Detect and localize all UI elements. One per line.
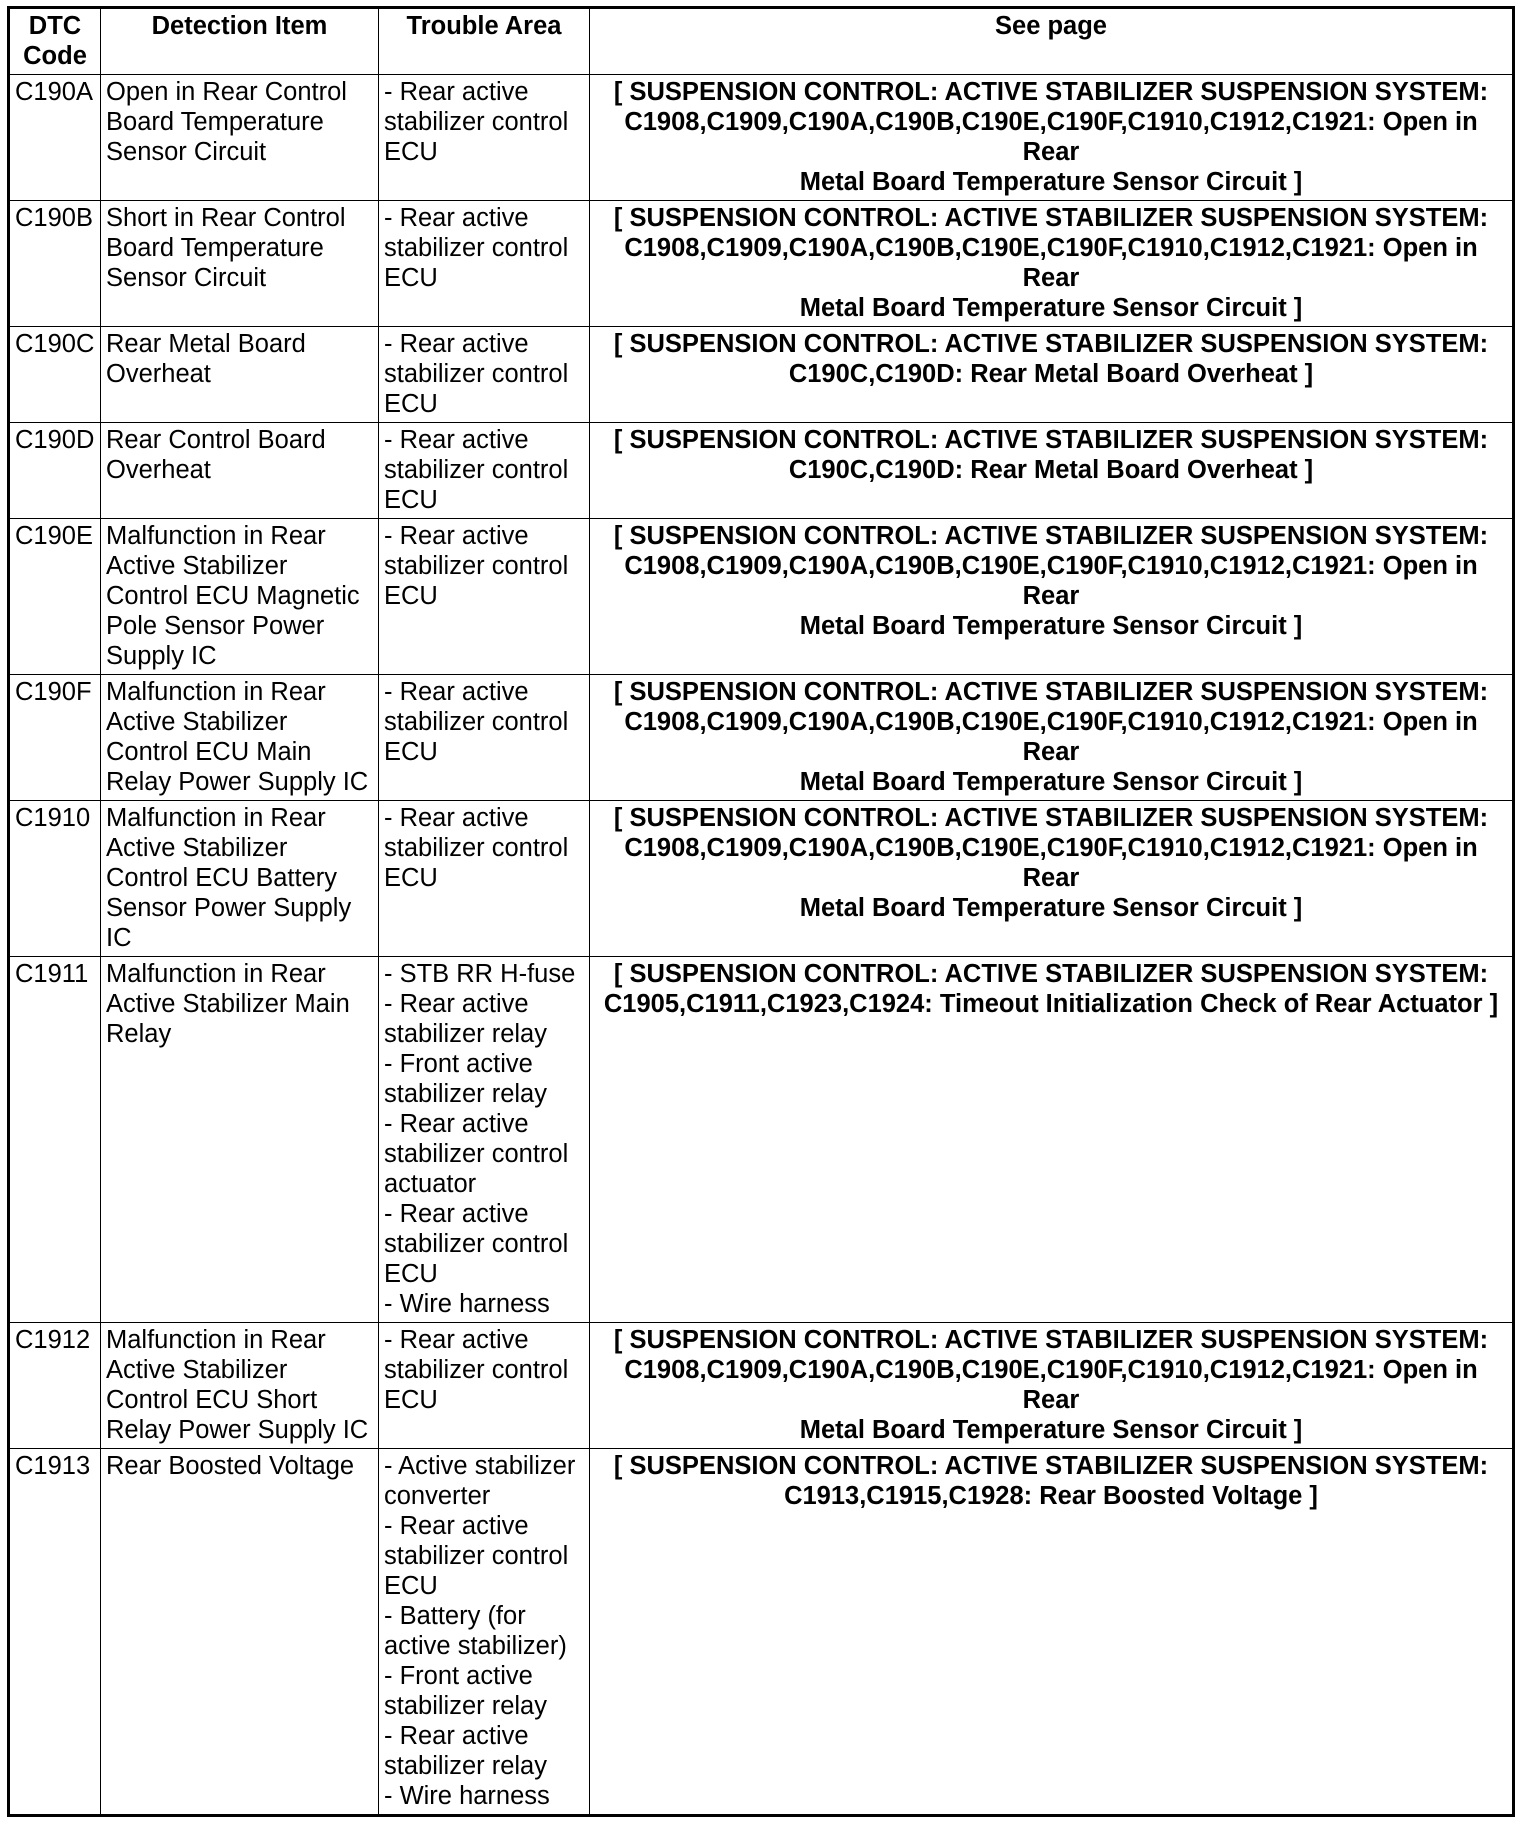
detection-item-line: Supply IC bbox=[106, 642, 217, 670]
dtc-code-cell: C1912 bbox=[9, 1323, 101, 1449]
trouble-area-line: - Battery (for bbox=[384, 1602, 526, 1630]
detection-item-line: Active Stabilizer bbox=[106, 1356, 288, 1384]
trouble-area-line: ECU bbox=[384, 864, 438, 892]
detection-item-line: Rear Boosted Voltage bbox=[106, 1452, 355, 1480]
detection-item-cell bbox=[101, 801, 379, 957]
table-row bbox=[9, 75, 1514, 201]
see-page-link[interactable] bbox=[590, 519, 1514, 675]
see-page-line: C1905,C1911,C1923,C1924: Timeout Initialization Check of Rear Actuator ] bbox=[603, 990, 1499, 1018]
detection-item-cell bbox=[101, 327, 379, 423]
trouble-area-line: - Rear active bbox=[384, 1722, 529, 1750]
see-page-line: C1908,C1909,C190A,C190B,C190E,C190F,C1910,C1912,C1921: Open in Rear bbox=[624, 552, 1478, 610]
see-page-link[interactable] bbox=[590, 423, 1514, 519]
header-dtc-code-line: DTC bbox=[28, 12, 82, 40]
trouble-area-line: stabilizer relay bbox=[384, 1692, 547, 1720]
detection-item-line: Control ECU Magnetic bbox=[106, 582, 360, 610]
trouble-area-line: stabilizer control bbox=[384, 552, 569, 580]
trouble-area-cell bbox=[379, 519, 590, 675]
detection-item-cell bbox=[101, 519, 379, 675]
trouble-area-line: stabilizer control bbox=[384, 1542, 569, 1570]
trouble-area-line: stabilizer control bbox=[384, 708, 569, 736]
detection-item-line: Control ECU Short bbox=[106, 1386, 318, 1414]
detection-item-cell bbox=[101, 675, 379, 801]
see-page-line: [ SUSPENSION CONTROL: ACTIVE STABILIZER SUSPENSION SYSTEM: bbox=[613, 1452, 1489, 1480]
see-page-line: Metal Board Temperature Sensor Circuit ] bbox=[799, 294, 1303, 322]
dtc-code-cell: C190E bbox=[9, 519, 101, 675]
see-page-line: [ SUSPENSION CONTROL: ACTIVE STABILIZER SUSPENSION SYSTEM: bbox=[613, 1326, 1489, 1354]
trouble-area-line: - Wire harness bbox=[384, 1782, 550, 1810]
detection-item-line: Malfunction in Rear bbox=[106, 678, 326, 706]
trouble-area-line: - Rear active bbox=[384, 1110, 529, 1138]
see-page-line: C1908,C1909,C190A,C190B,C190E,C190F,C1910,C1912,C1921: Open in Rear bbox=[624, 1356, 1478, 1414]
trouble-area-line: stabilizer relay bbox=[384, 1752, 547, 1780]
trouble-area-line: stabilizer control bbox=[384, 456, 569, 484]
see-page-line: C190C,C190D: Rear Metal Board Overheat ] bbox=[788, 456, 1314, 484]
table-row bbox=[9, 675, 1514, 801]
trouble-area-cell bbox=[379, 675, 590, 801]
see-page-line: Metal Board Temperature Sensor Circuit ] bbox=[799, 1416, 1303, 1444]
trouble-area-line: - Active stabilizer bbox=[384, 1452, 576, 1480]
trouble-area-line: stabilizer control bbox=[384, 1356, 569, 1384]
see-page-line: Metal Board Temperature Sensor Circuit ] bbox=[799, 168, 1303, 196]
trouble-area-line: - Front active bbox=[384, 1050, 533, 1078]
trouble-area-cell bbox=[379, 957, 590, 1323]
table-row bbox=[9, 423, 1514, 519]
table-row bbox=[9, 1323, 1514, 1449]
detection-item-line: Active Stabilizer bbox=[106, 834, 288, 862]
trouble-area-line: - Front active bbox=[384, 1662, 533, 1690]
detection-item-cell bbox=[101, 1323, 379, 1449]
see-page-link[interactable] bbox=[590, 957, 1514, 1323]
detection-item-line: Pole Sensor Power bbox=[106, 612, 325, 640]
table-row bbox=[9, 201, 1514, 327]
trouble-area-line: - Rear active bbox=[384, 678, 529, 706]
see-page-line: Metal Board Temperature Sensor Circuit ] bbox=[799, 768, 1303, 796]
detection-item-cell bbox=[101, 957, 379, 1323]
detection-item-line: Malfunction in Rear bbox=[106, 804, 326, 832]
dtc-code-cell: C1910 bbox=[9, 801, 101, 957]
see-page-line: [ SUSPENSION CONTROL: ACTIVE STABILIZER SUSPENSION SYSTEM: bbox=[613, 78, 1489, 106]
see-page-line: C1913,C1915,C1928: Rear Boosted Voltage ] bbox=[784, 1482, 1318, 1510]
trouble-area-line: active stabilizer) bbox=[384, 1632, 567, 1660]
trouble-area-line: ECU bbox=[384, 1386, 438, 1414]
trouble-area-cell bbox=[379, 1449, 590, 1816]
detection-item-line: Relay Power Supply IC bbox=[106, 768, 369, 796]
dtc-code-cell: C1913 bbox=[9, 1449, 101, 1816]
header-dtc-code bbox=[9, 8, 101, 75]
table-row bbox=[9, 327, 1514, 423]
trouble-area-line: ECU bbox=[384, 738, 438, 766]
trouble-area-line: converter bbox=[384, 1482, 491, 1510]
trouble-area-line: stabilizer control bbox=[384, 234, 569, 262]
see-page-line: C1908,C1909,C190A,C190B,C190E,C190F,C1910,C1912,C1921: Open in Rear bbox=[624, 708, 1478, 766]
header-trouble-area: Trouble Area bbox=[379, 8, 590, 75]
detection-item-line: IC bbox=[106, 924, 132, 952]
header-dtc-code-line: Code bbox=[23, 42, 87, 70]
trouble-area-line: stabilizer control bbox=[384, 360, 569, 388]
detection-item-line: Relay Power Supply IC bbox=[106, 1416, 369, 1444]
see-page-line: C1908,C1909,C190A,C190B,C190E,C190F,C1910,C1912,C1921: Open in Rear bbox=[624, 834, 1478, 892]
header-row bbox=[9, 8, 1514, 75]
trouble-area-line: - Rear active bbox=[384, 804, 529, 832]
see-page-line: Metal Board Temperature Sensor Circuit ] bbox=[799, 894, 1303, 922]
see-page-line: C1908,C1909,C190A,C190B,C190E,C190F,C1910,C1912,C1921: Open in Rear bbox=[624, 234, 1478, 292]
trouble-area-cell bbox=[379, 801, 590, 957]
trouble-area-line: - Rear active bbox=[384, 1200, 529, 1228]
detection-item-line: Board Temperature bbox=[106, 234, 324, 262]
detection-item-cell bbox=[101, 423, 379, 519]
trouble-area-line: ECU bbox=[384, 1572, 438, 1600]
trouble-area-line: - Wire harness bbox=[384, 1290, 550, 1318]
trouble-area-line: - Rear active bbox=[384, 204, 529, 232]
detection-item-line: Malfunction in Rear bbox=[106, 522, 326, 550]
detection-item-line: Overheat bbox=[106, 360, 211, 388]
trouble-area-line: - Rear active bbox=[384, 522, 529, 550]
detection-item-cell bbox=[101, 75, 379, 201]
detection-item-line: Malfunction in Rear bbox=[106, 1326, 326, 1354]
see-page-line: [ SUSPENSION CONTROL: ACTIVE STABILIZER SUSPENSION SYSTEM: bbox=[613, 522, 1489, 550]
see-page-line: C1908,C1909,C190A,C190B,C190E,C190F,C1910,C1912,C1921: Open in Rear bbox=[624, 108, 1478, 166]
detection-item-line: Sensor Power Supply bbox=[106, 894, 352, 922]
dtc-code-cell: C1911 bbox=[9, 957, 101, 1323]
detection-item-line: Overheat bbox=[106, 456, 211, 484]
trouble-area-line: - Rear active bbox=[384, 330, 529, 358]
trouble-area-line: actuator bbox=[384, 1170, 477, 1198]
trouble-area-line: ECU bbox=[384, 486, 438, 514]
see-page-link[interactable] bbox=[590, 75, 1514, 201]
see-page-line: [ SUSPENSION CONTROL: ACTIVE STABILIZER SUSPENSION SYSTEM: bbox=[613, 204, 1489, 232]
dtc-code-cell: C190F bbox=[9, 675, 101, 801]
detection-item-cell bbox=[101, 1449, 379, 1816]
see-page-line: C190C,C190D: Rear Metal Board Overheat ] bbox=[788, 360, 1314, 388]
see-page-line: [ SUSPENSION CONTROL: ACTIVE STABILIZER SUSPENSION SYSTEM: bbox=[613, 678, 1489, 706]
detection-item-line: Rear Control Board bbox=[106, 426, 326, 454]
see-page-link[interactable] bbox=[590, 1323, 1514, 1449]
dtc-code-cell: C190B bbox=[9, 201, 101, 327]
dtc-table bbox=[7, 6, 1515, 1817]
dtc-code-cell: C190D bbox=[9, 423, 101, 519]
trouble-area-line: ECU bbox=[384, 390, 438, 418]
see-page-line: [ SUSPENSION CONTROL: ACTIVE STABILIZER SUSPENSION SYSTEM: bbox=[613, 426, 1489, 454]
detection-item-line: Control ECU Battery bbox=[106, 864, 337, 892]
table-row bbox=[9, 1449, 1514, 1816]
detection-item-line: Malfunction in Rear bbox=[106, 960, 326, 988]
detection-item-line: Control ECU Main bbox=[106, 738, 312, 766]
see-page-link[interactable] bbox=[590, 675, 1514, 801]
trouble-area-line: stabilizer relay bbox=[384, 1080, 547, 1108]
see-page-link[interactable] bbox=[590, 1449, 1514, 1816]
trouble-area-line: - Rear active bbox=[384, 1326, 529, 1354]
detection-item-line: Active Stabilizer Main bbox=[106, 990, 350, 1018]
table-row bbox=[9, 519, 1514, 675]
detection-item-line: Relay bbox=[106, 1020, 172, 1048]
detection-item-line: Sensor Circuit bbox=[106, 264, 267, 292]
header-see-page: See page bbox=[590, 8, 1514, 75]
trouble-area-cell bbox=[379, 327, 590, 423]
detection-item-line: Rear Metal Board bbox=[106, 330, 306, 358]
see-page-line: [ SUSPENSION CONTROL: ACTIVE STABILIZER SUSPENSION SYSTEM: bbox=[613, 804, 1489, 832]
trouble-area-line: - Rear active bbox=[384, 990, 529, 1018]
trouble-area-cell bbox=[379, 75, 590, 201]
detection-item-line: Open in Rear Control bbox=[106, 78, 347, 106]
trouble-area-line: stabilizer control bbox=[384, 1140, 569, 1168]
table-row bbox=[9, 957, 1514, 1323]
detection-item-line: Sensor Circuit bbox=[106, 138, 267, 166]
trouble-area-cell bbox=[379, 201, 590, 327]
trouble-area-line: ECU bbox=[384, 138, 438, 166]
trouble-area-line: - Rear active bbox=[384, 78, 529, 106]
dtc-code-cell: C190C bbox=[9, 327, 101, 423]
see-page-link[interactable] bbox=[590, 201, 1514, 327]
see-page-line: Metal Board Temperature Sensor Circuit ] bbox=[799, 612, 1303, 640]
trouble-area-line: stabilizer relay bbox=[384, 1020, 547, 1048]
see-page-line: [ SUSPENSION CONTROL: ACTIVE STABILIZER SUSPENSION SYSTEM: bbox=[613, 330, 1489, 358]
see-page-link[interactable] bbox=[590, 327, 1514, 423]
trouble-area-line: stabilizer control bbox=[384, 1230, 569, 1258]
trouble-area-line: ECU bbox=[384, 1260, 438, 1288]
header-detection-item: Detection Item bbox=[101, 8, 379, 75]
trouble-area-cell bbox=[379, 1323, 590, 1449]
dtc-code-cell: C190A bbox=[9, 75, 101, 201]
trouble-area-line: stabilizer control bbox=[384, 834, 569, 862]
see-page-link[interactable] bbox=[590, 801, 1514, 957]
trouble-area-line: ECU bbox=[384, 264, 438, 292]
detection-item-cell bbox=[101, 201, 379, 327]
trouble-area-line: - Rear active bbox=[384, 426, 529, 454]
detection-item-line: Short in Rear Control bbox=[106, 204, 346, 232]
trouble-area-line: - STB RR H-fuse bbox=[384, 960, 576, 988]
table-row bbox=[9, 801, 1514, 957]
detection-item-line: Active Stabilizer bbox=[106, 708, 288, 736]
trouble-area-line: stabilizer control bbox=[384, 108, 569, 136]
detection-item-line: Active Stabilizer bbox=[106, 552, 288, 580]
trouble-area-cell bbox=[379, 423, 590, 519]
trouble-area-line: ECU bbox=[384, 582, 438, 610]
trouble-area-line: - Rear active bbox=[384, 1512, 529, 1540]
detection-item-line: Board Temperature bbox=[106, 108, 324, 136]
see-page-line: [ SUSPENSION CONTROL: ACTIVE STABILIZER SUSPENSION SYSTEM: bbox=[613, 960, 1489, 988]
